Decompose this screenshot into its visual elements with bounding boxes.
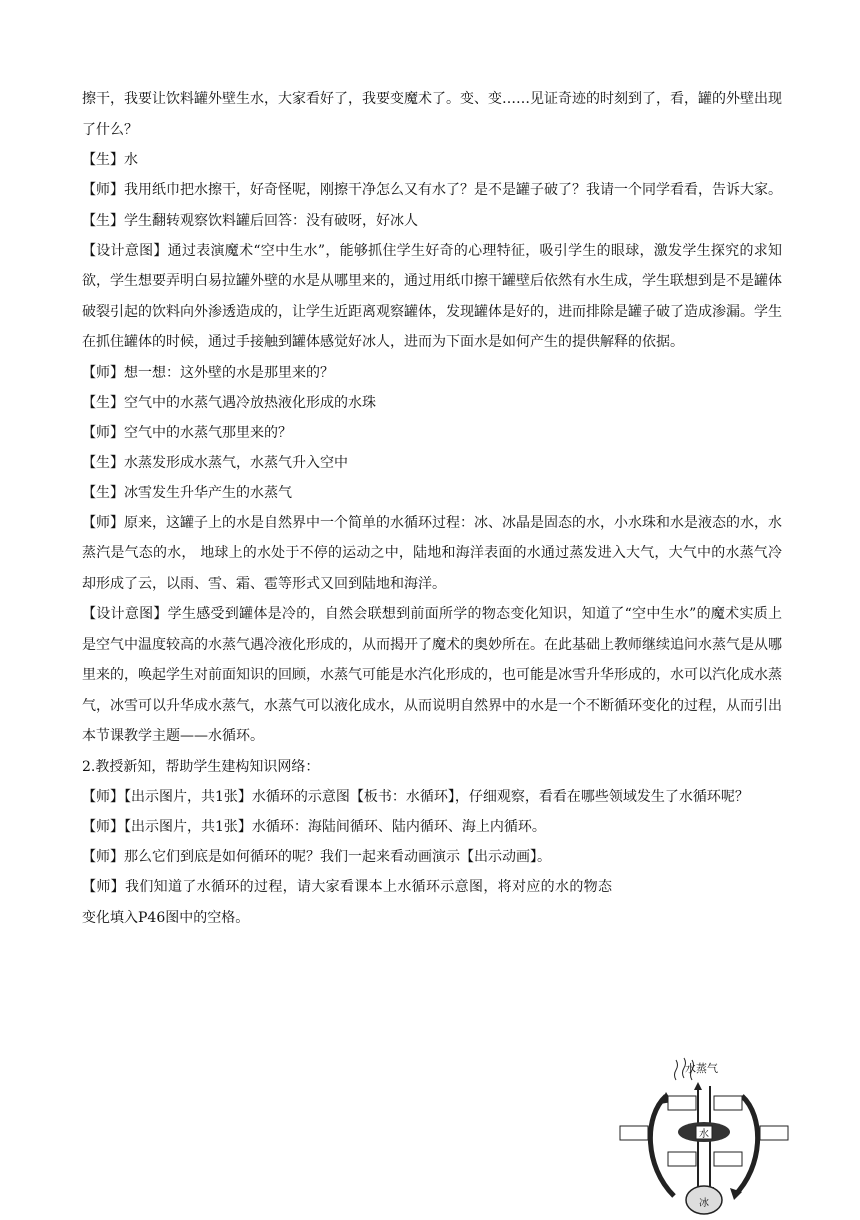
paragraph-teacher-water-cycle: 【师】原来，这罐子上的水是自然界中一个简单的水循环过程：冰、冰晶是固态的水，小水珠和水是液态的水，水蒸汽是气态的水， 地球上的水处于不停的运动之中，陆地和海洋表面的水通过蒸发进入大气，大气中的水蒸气冷却形成了云，以雨、雪、霜、雹等形式又回到陆地和海洋。	[82, 514, 782, 592]
left-cycle-arrow-icon	[650, 1096, 674, 1196]
paragraph-teacher-show-diagram: 【师】【出示图片，共1张】水循环的示意图【板书：水循环】，仔细观察，看看在哪些领域发生了水循环呢？	[82, 788, 749, 805]
blank-box-right	[760, 1126, 788, 1140]
paragraph-design-intent-2: 【设计意图】学生感受到罐体是冷的，自然会联想到前面所学的物态变化知识，知道了“空中生水”的魔术实质上是空气中温度较高的水蒸气遇冷液化形成的，从而揭开了魔术的奥妙所在。在此基础上教师继续追问水蒸气是从哪里来的，唤起学生对前面知识的回顾，水蒸气可能是水汽化形成的，也可能是冰雪升华形成的，水可以汽化成水蒸气，冰雪可以升华成水蒸气，水蒸气可以液化成水，从而说明自然界中的水是一个不断循环变化的过程，从而引出本节课教学主题——水循环。	[82, 606, 782, 744]
paragraph-student-observe: 【生】学生翻转观察饮料罐后回答：没有破呀，好冰人	[82, 212, 418, 229]
paragraph-teacher-cycle-types: 【师】【出示图片，共1张】水循环：海陆间循环、陆内循环、海上内循环。	[82, 819, 546, 835]
paragraph-student-evaporate: 【生】水蒸发形成水蒸气，水蒸气升入空中	[82, 454, 348, 471]
document-body	[82, 84, 782, 933]
blank-box-top-left	[668, 1096, 696, 1110]
paragraph-student-liquefy: 【生】空气中的水蒸气遇冷放热液化形成的水珠	[82, 394, 376, 411]
paragraph-section-heading: 2.教授新知，帮助学生建构知识网络：	[82, 758, 320, 775]
arrowhead-icon	[694, 1082, 702, 1090]
right-cycle-arrow-icon	[734, 1096, 758, 1196]
paragraph-magic-intro: 擦干，我要让饮料罐外壁生水，大家看好了，我要变魔术了。变、变……见证奇迹的时刻到了，看，罐的外壁出现了什么？	[82, 91, 782, 138]
ice-label: 冰	[699, 1198, 709, 1209]
steam-line-icon	[675, 1060, 678, 1080]
vapor-label: 水蒸气	[685, 1062, 718, 1075]
blank-box-bottom-left	[668, 1152, 696, 1166]
paragraph-student-sublimate: 【生】冰雪发生升华产生的水蒸气	[82, 484, 292, 501]
paragraph-teacher-wipe: 【师】我用纸巾把水擦干，好奇怪呢，刚擦干净怎么又有水了？是不是罐子破了？我请一个同学看看，告诉大家。	[82, 182, 782, 198]
paragraph-student-answer-water: 【生】水	[82, 152, 138, 168]
paragraph-design-intent-1: 【设计意图】通过表演魔术“空中生水”，能够抓住学生好奇的心理特征，吸引学生的眼球，激发学生探究的求知欲，学生想要弄明白易拉罐外壁的水是从哪里来的，通过用纸巾擦干罐壁后依然有水生成，学生联想到是不是罐体破裂引起的饮料向外渗透造成的，让学生近距离观察罐体，发现罐体是好的，进而排除是罐子破了造成渗漏。学生在抓住罐体的时候，通过手接触到罐体感觉好冰人，进而为下面水是如何产生的提供解释的依据。	[82, 242, 782, 350]
paragraph-teacher-think: 【师】想一想：这外壁的水是那里来的？	[82, 364, 334, 381]
blank-box-top-right	[714, 1096, 742, 1110]
paragraph-teacher-vapor-source: 【师】空气中的水蒸气那里来的？	[82, 424, 292, 441]
paragraph-teacher-fill-blanks: 【师】我们知道了水循环的过程，请大家看课本上水循环示意图，将对应的水的物态变化填入P46图中的空格。	[82, 879, 612, 926]
blank-box-left	[620, 1126, 648, 1140]
blank-box-bottom-right	[714, 1152, 742, 1166]
water-cycle-figure	[614, 1056, 794, 1216]
paragraph-teacher-animation: 【师】那么它们到底是如何循环的呢？我们一起来看动画演示【出示动画】。	[82, 849, 551, 865]
water-label: 水	[699, 1129, 709, 1140]
